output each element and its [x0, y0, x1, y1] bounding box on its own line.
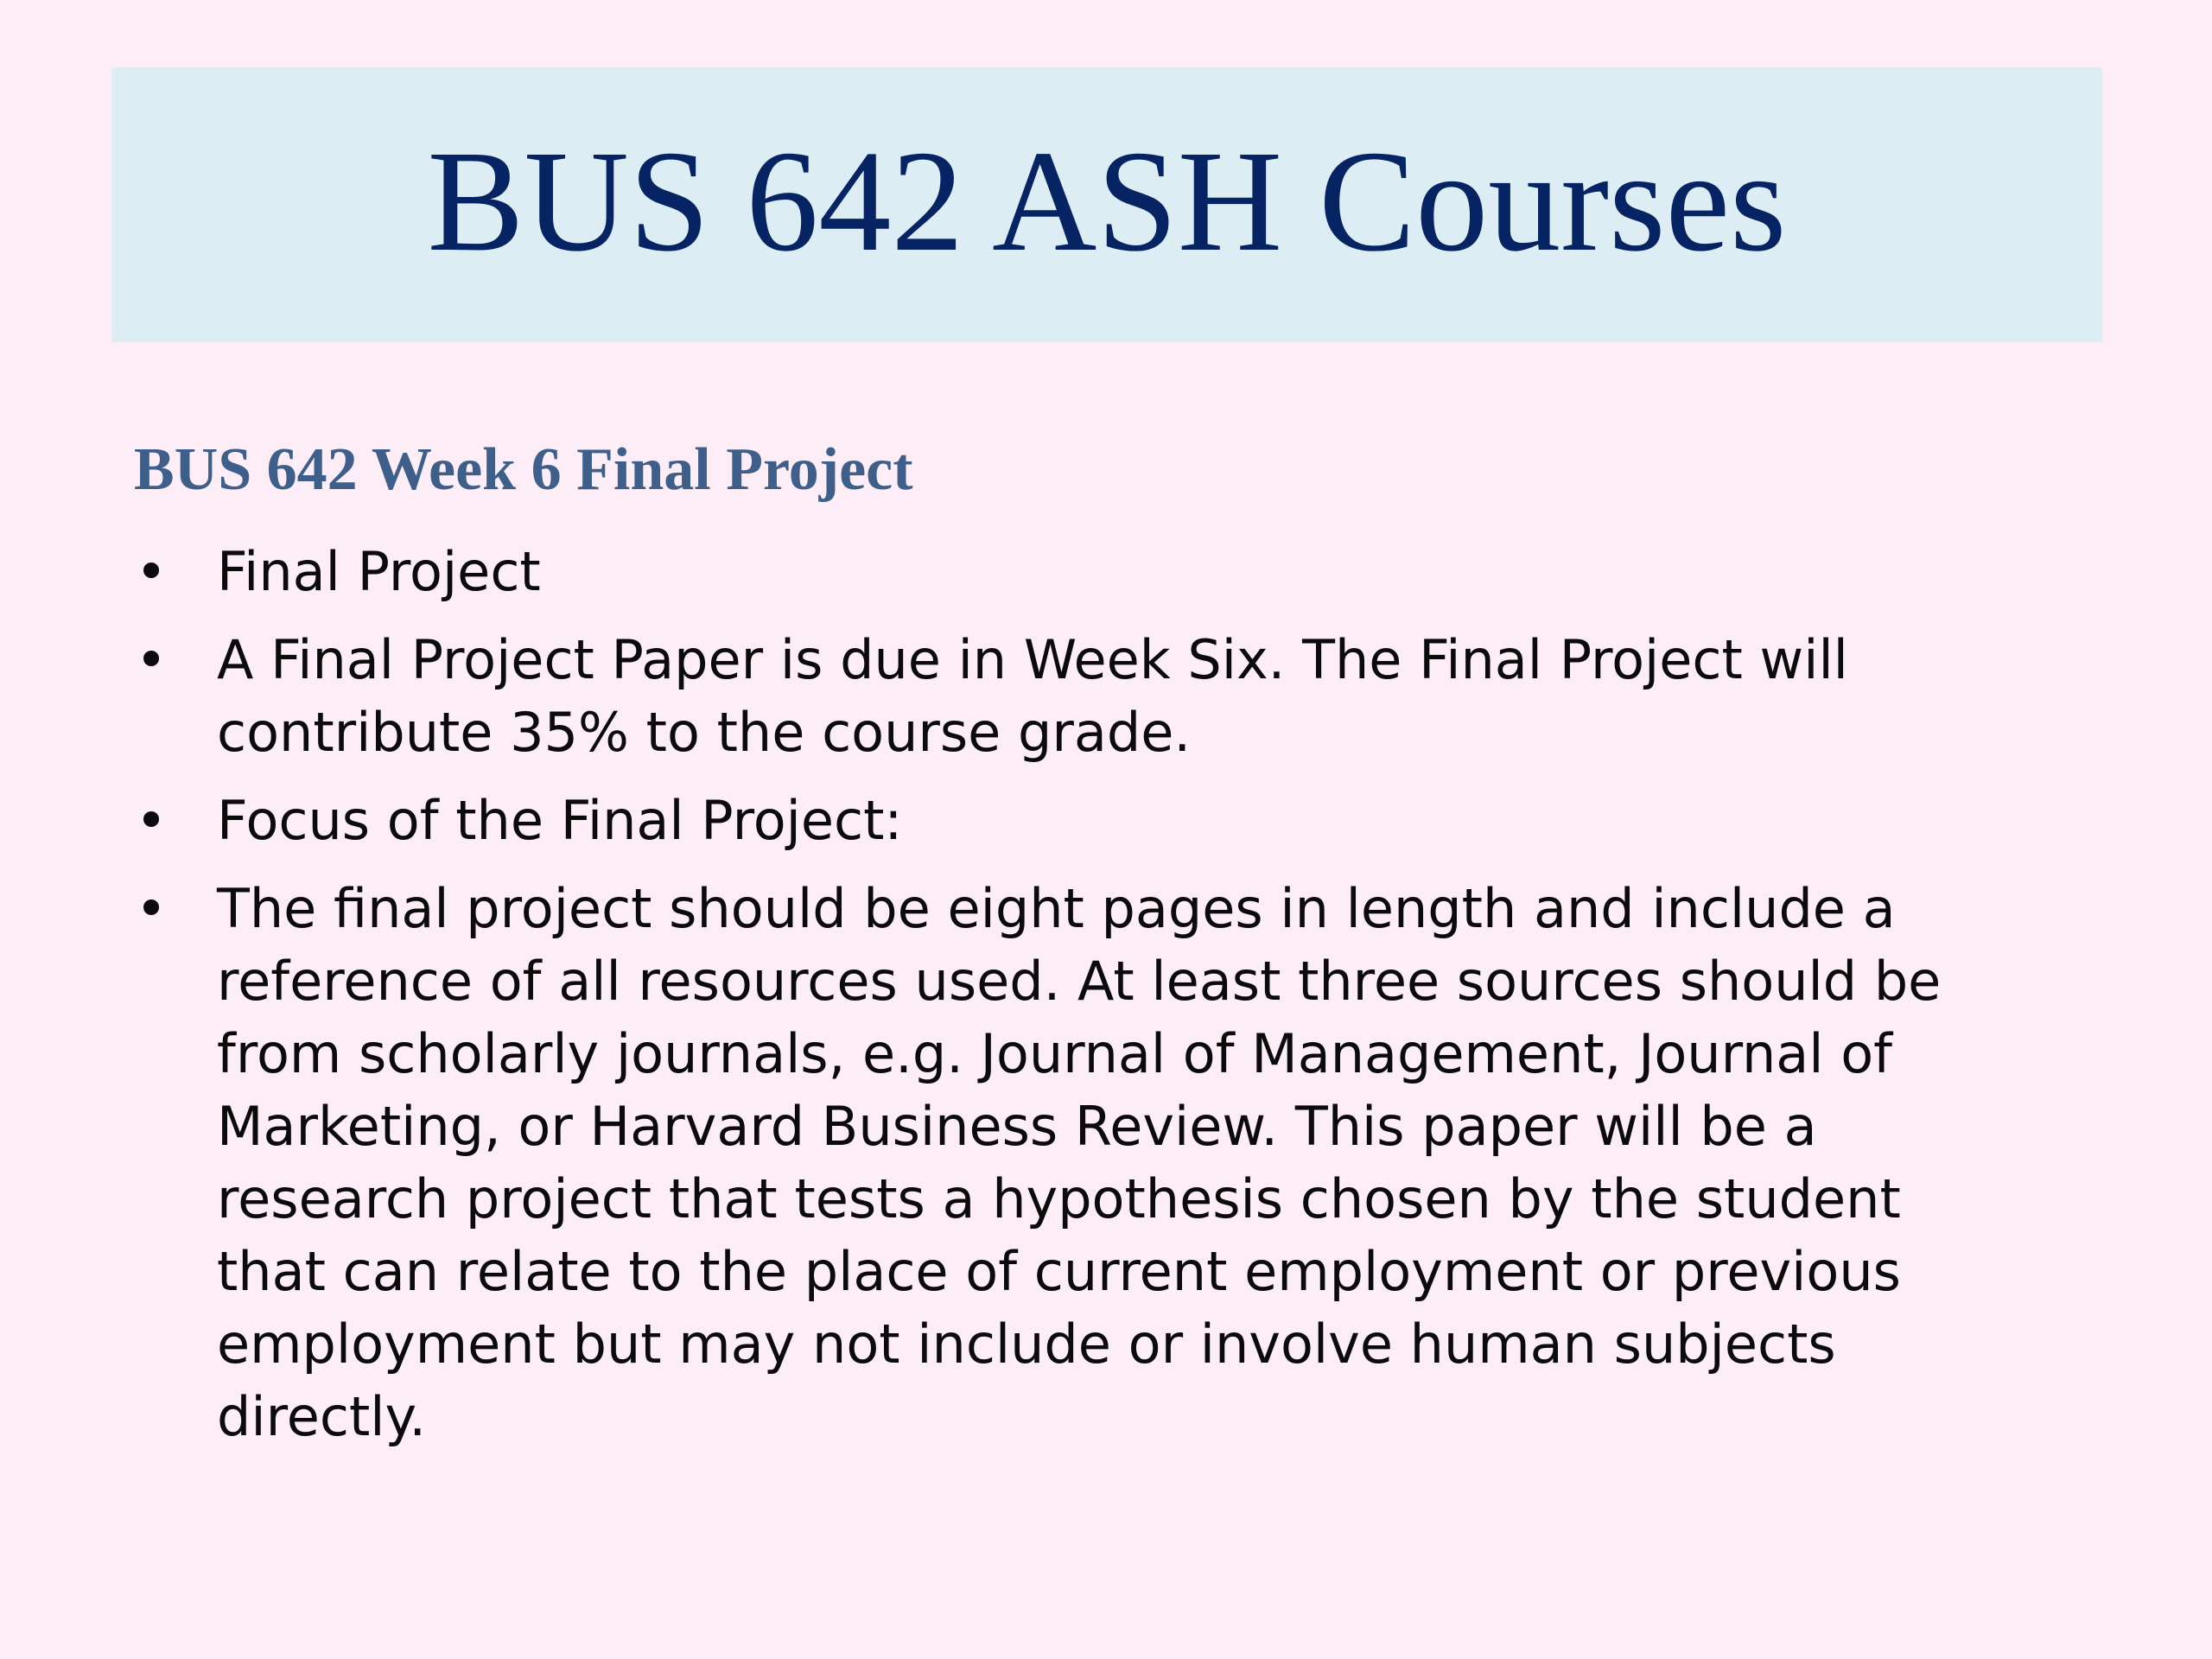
section-heading: BUS 642 Week 6 Final Project	[134, 436, 913, 503]
title-banner	[111, 67, 2102, 342]
bullet-item-focus	[134, 785, 2000, 857]
bullet-text: Focus of the Final Project:	[217, 789, 903, 852]
bullet-dot-icon: •	[135, 877, 168, 940]
slide-title: BUS 642 ASH Courses	[427, 121, 1787, 282]
bullet-item-due-date	[134, 624, 2000, 769]
bullet-dot-icon: •	[135, 789, 168, 852]
bullet-list	[134, 536, 2000, 1469]
bullet-text: Final Project	[217, 540, 541, 603]
bullet-dot-icon: •	[135, 540, 168, 603]
bullet-text: The final project should be eight pages in length and include a reference of all resources used. At least three sources should be from scholarly journals, e.g. Journal of Management, Journal of Marketing, or Harvard Business Review. This paper will be a research project that tests a hypothesis chosen by the student that can relate to the place of current employment or previous employment but may not include or involve human subjects directly.	[217, 877, 1942, 1448]
bullet-text: A Final Project Paper is due in Week Six. The Final Project will contribute 35% to the course grade.	[217, 628, 1848, 764]
bullet-item-requirements	[134, 873, 2000, 1453]
bullet-dot-icon: •	[135, 628, 168, 691]
bullet-item-final-project	[134, 536, 2000, 608]
